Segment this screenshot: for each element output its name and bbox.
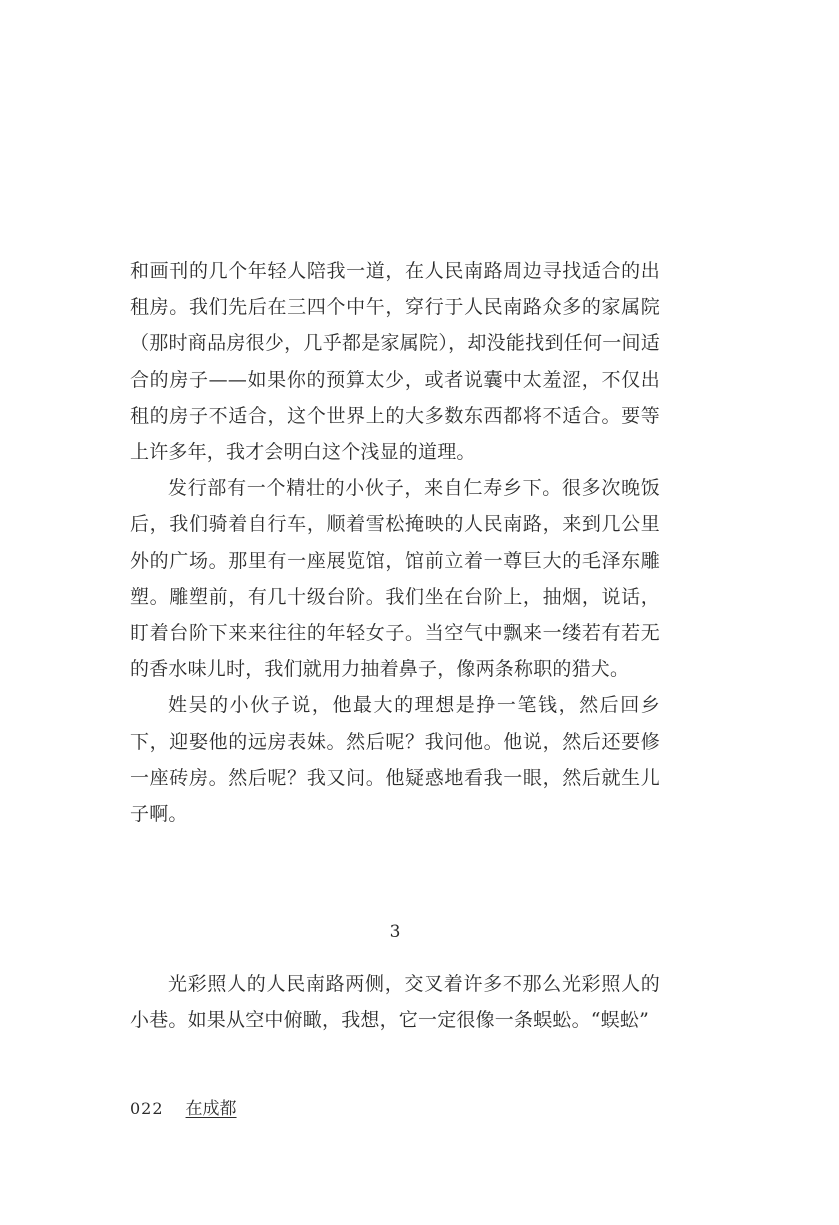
running-title: 在成都: [185, 1099, 237, 1119]
paragraph-continued: 和画刊的几个年轻人陪我一道，在人民南路周边寻找适合的出租房。我们先后在三四个中午，穿行于人民南路众多的家属院（那时商品房很少，几乎都是家属院），却没能找到任何一间适合的房子——如果你的预算太少，或者说囊中太羞涩，不仅出租的房子不适合，这个世界上的大多数东西都将不适合。要等上许多年，我才会明白这个浅显的道理。: [130, 260, 660, 464]
paragraph: 光彩照人的人民南路两侧，交叉着许多不那么光彩照人的小巷。如果从空中俯瞰，我想，它一定很像一条蜈蚣。“蜈蚣”: [130, 973, 660, 1032]
paragraph: 发行部有一个精壮的小伙子，来自仁寿乡下。很多次晚饭后，我们骑着自行车，顺着雪松掩映的人民南路，来到几公里外的广场。那里有一座展览馆，馆前立着一尊巨大的毛泽东雕塑。雕塑前，有几十级台阶。我们坐在台阶上，抽烟，说话，盯着台阶下来来往往的年轻女子。当空气中飘来一缕若有若无的香水味儿时，我们就用力抽着鼻子，像两条称职的猎犬。: [130, 477, 660, 681]
page-footer: [130, 1094, 237, 1120]
section-body-text: [130, 966, 660, 1038]
page-number: 022: [130, 1099, 164, 1118]
section-number: 3: [389, 922, 401, 942]
body-text: [130, 253, 660, 832]
paragraph: 姓吴的小伙子说，他最大的理想是挣一笔钱，然后回乡下，迎娶他的远房表妹。然后呢？我问他。他说，然后还要修一座砖房。然后呢？我又问。他疑惑地看我一眼，然后就生儿子啊。: [130, 694, 660, 826]
